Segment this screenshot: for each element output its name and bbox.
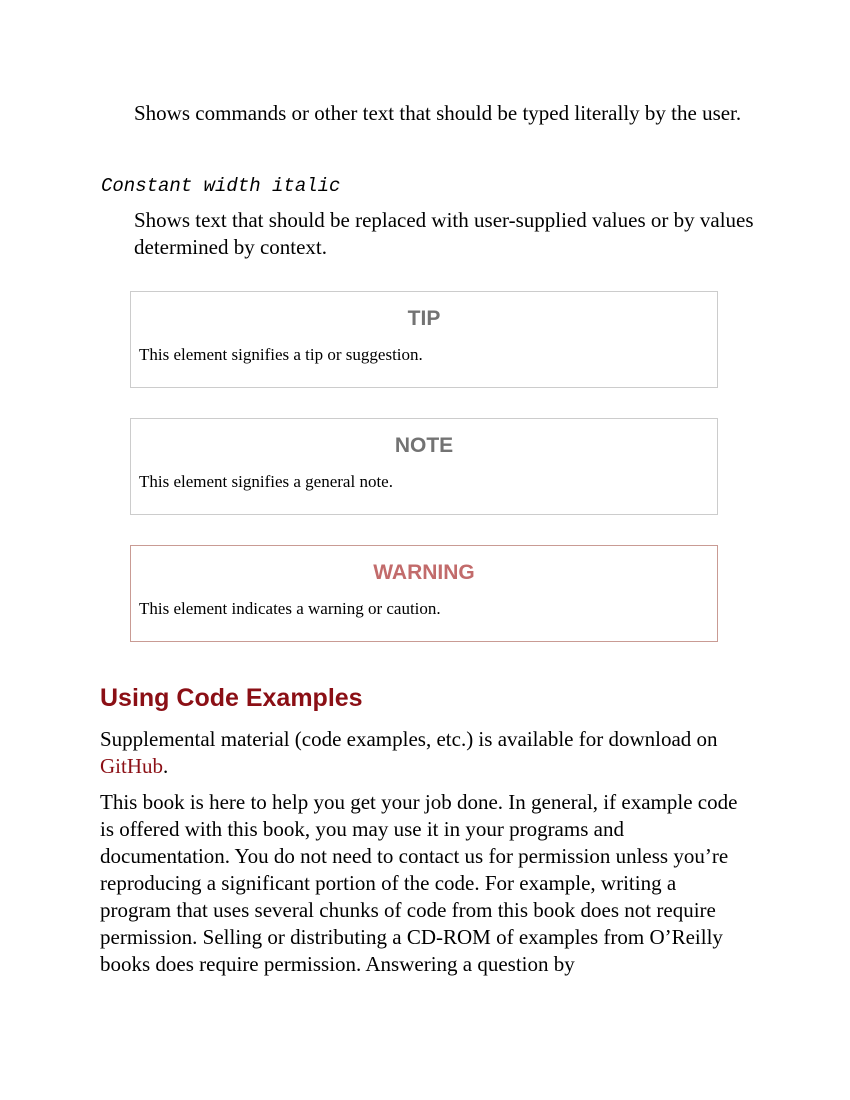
tip-body: This element signifies a tip or suggestion. xyxy=(139,345,423,364)
section-heading-using-code-examples: Using Code Examples xyxy=(100,684,363,712)
warning-body: This element indicates a warning or caution. xyxy=(139,599,441,618)
tip-title: TIP xyxy=(407,307,441,330)
github-link[interactable]: GitHub xyxy=(100,754,163,778)
tip-box xyxy=(130,291,718,388)
supplemental-material-paragraph xyxy=(100,726,750,780)
code-usage-paragraph: This book is here to help you get your job done. In general, if example code is offered with this book, you may use it in your programs and documentation. You do not need to contact us for permission unless you’re reproducing a significant portion of the code. For example, writing a program that uses several chunks of code from this book does not require permission. Selling or distributing a CD-ROM of examples from O’Reilly books does require permission. Answering a question by xyxy=(100,790,738,976)
constant-width-italic-description: Shows text that should be replaced with user-supplied values or by values determined by context. xyxy=(134,208,754,259)
supplemental-text: Supplemental material (code examples, etc.) is available for download on xyxy=(100,727,718,751)
warning-box xyxy=(130,545,718,642)
constant-width-italic-term: Constant width italic xyxy=(101,175,341,197)
supplemental-period: . xyxy=(163,754,169,778)
note-title: NOTE xyxy=(394,434,454,457)
note-box xyxy=(130,418,718,515)
note-body: This element signifies a general note. xyxy=(139,472,393,491)
warning-title: WARNING xyxy=(373,561,475,584)
literal-text-description: Shows commands or other text that should be typed literally by the user. xyxy=(134,101,742,125)
